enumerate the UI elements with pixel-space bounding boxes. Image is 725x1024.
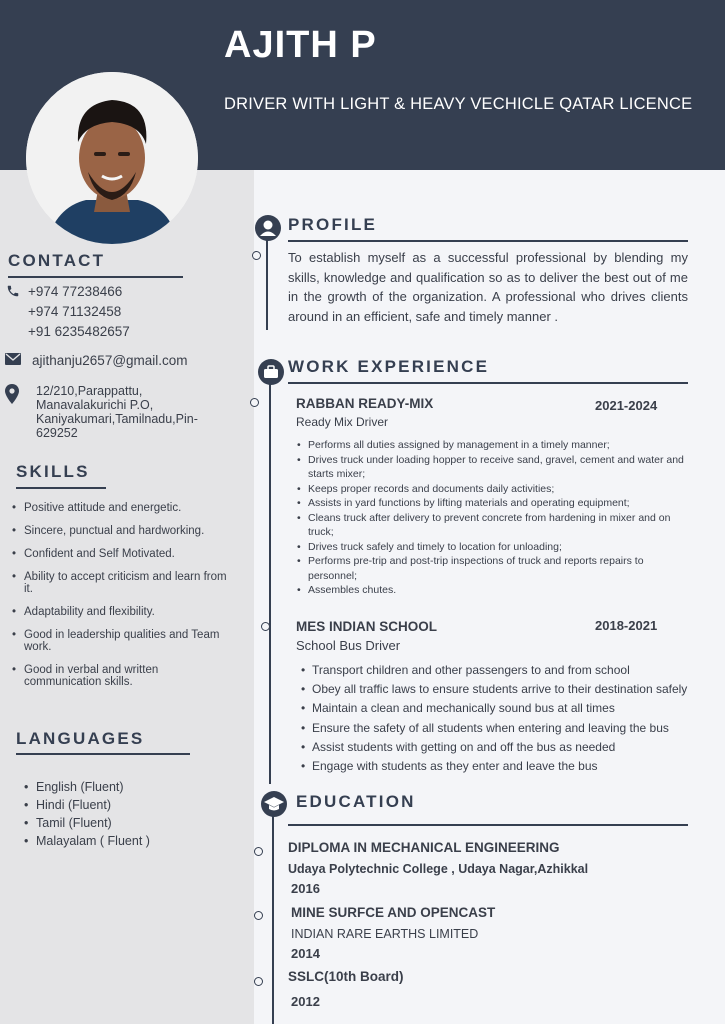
edu-year: 2016 xyxy=(291,881,320,896)
skill-item: • Positive attitude and energetic. xyxy=(8,502,248,514)
address xyxy=(36,384,198,440)
phone-3[interactable]: +91 6235482657 xyxy=(28,324,130,339)
languages-underline xyxy=(16,753,190,755)
skills-underline xyxy=(16,487,106,489)
profile-underline xyxy=(288,240,688,242)
skill-item: • Adaptability and flexibility. xyxy=(8,606,248,618)
email-icon xyxy=(5,353,21,365)
job-company: RABBAN READY-MIX xyxy=(296,396,434,411)
person-icon xyxy=(255,215,281,241)
language-item: • English (Fluent) xyxy=(20,778,240,796)
phone-1[interactable]: +974 77238466 xyxy=(28,284,123,299)
profile-heading: PROFILE xyxy=(288,215,378,234)
languages-list xyxy=(20,778,240,850)
duty-item: • Drives truck under loading hopper to receive sand, gravel, cement and water and starts mixer; xyxy=(296,453,698,482)
skills-list xyxy=(8,502,248,688)
address-line: Kaniyakumari,Tamilnadu,Pin- xyxy=(36,412,198,426)
skill-item: • Confident and Self Motivated. xyxy=(8,548,248,560)
duty-item: • Obey all traffic laws to ensure students arrive to their destination safely xyxy=(300,680,700,699)
edu-institution: INDIAN RARE EARTHS LIMITED xyxy=(291,927,479,941)
language-item: • Tamil (Fluent) xyxy=(20,814,240,832)
timeline-dot xyxy=(254,847,263,856)
duty-item: • Transport children and other passengers to and from school xyxy=(300,661,700,680)
candidate-name: AJITH P xyxy=(224,24,377,66)
language-item: • Malayalam ( Fluent ) xyxy=(20,832,240,850)
duty-item: • Keeps proper records and documents daily activities; xyxy=(296,482,698,497)
contact-heading: CONTACT xyxy=(8,251,106,270)
email-address[interactable]: ajithanju2657@gmail.com xyxy=(32,353,188,368)
contact-underline xyxy=(8,276,183,278)
edu-year: 2014 xyxy=(291,946,320,961)
job-company: MES INDIAN SCHOOL xyxy=(296,619,438,634)
timeline-line xyxy=(272,815,274,1024)
timeline-dot xyxy=(254,977,263,986)
graduation-cap-icon xyxy=(261,791,287,817)
work-underline xyxy=(288,382,688,384)
job-role: Ready Mix Driver xyxy=(296,415,389,429)
language-item: • Hindi (Fluent) xyxy=(20,796,240,814)
edu-institution: Udaya Polytechnic College , Udaya Nagar,Azhikkal xyxy=(288,862,589,876)
phone-icon xyxy=(6,284,20,298)
duty-item: • Assembles chutes. xyxy=(296,583,698,598)
languages-heading: LANGUAGES xyxy=(16,729,145,748)
timeline-dot xyxy=(261,622,270,631)
timeline-line xyxy=(269,384,271,784)
briefcase-icon xyxy=(258,359,284,385)
skill-item: • Sincere, punctual and hardworking. xyxy=(8,525,248,537)
job-years: 2018-2021 xyxy=(595,618,658,633)
skill-item: • Ability to accept criticism and learn from it. xyxy=(8,571,248,595)
education-underline xyxy=(288,824,688,826)
duty-item: • Cleans truck after delivery to prevent concrete from hardening in mixer and on truck; xyxy=(296,511,698,540)
duty-item: • Ensure the safety of all students when entering and leaving the bus xyxy=(300,719,700,738)
job-role: School Bus Driver xyxy=(296,638,401,653)
job-duties xyxy=(296,438,698,598)
duty-item: • Performs pre-trip and post-trip inspections of truck and reports repairs to personnel; xyxy=(296,554,698,583)
timeline-dot xyxy=(250,398,259,407)
timeline-line xyxy=(266,240,268,330)
education-heading: EDUCATION xyxy=(296,792,416,811)
duty-item: • Performs all duties assigned by management in a timely manner; xyxy=(296,438,698,453)
candidate-title: DRIVER WITH LIGHT & HEAVY VECHICLE QATAR LICENCE xyxy=(224,95,693,113)
skill-item: • Good in leadership qualities and Team work. xyxy=(8,629,248,653)
edu-year: 2012 xyxy=(291,994,320,1009)
phone-2[interactable]: +974 71132458 xyxy=(28,304,122,319)
duty-item: • Engage with students as they enter and leave the bus xyxy=(300,757,700,776)
location-icon xyxy=(5,384,19,404)
work-heading: WORK EXPERIENCE xyxy=(288,357,490,376)
timeline-dot xyxy=(254,911,263,920)
duty-item: • Maintain a clean and mechanically sound bus at all times xyxy=(300,699,700,718)
address-line: 629252 xyxy=(36,426,78,440)
job-duties xyxy=(300,661,700,776)
edu-title: DIPLOMA IN MECHANICAL ENGINEERING xyxy=(288,840,560,855)
duty-item: • Assists in yard functions by lifting materials and operating equipment; xyxy=(296,496,698,511)
skill-item: • Good in verbal and written communication skills. xyxy=(8,664,248,688)
skills-heading: SKILLS xyxy=(16,462,90,481)
duty-item: • Drives truck safely and timely to location for unloading; xyxy=(296,540,698,555)
address-line: 12/210,Parappattu, xyxy=(36,384,143,398)
timeline-dot xyxy=(252,251,261,260)
edu-title: MINE SURFCE AND OPENCAST xyxy=(291,905,496,920)
profile-photo xyxy=(26,72,198,244)
profile-summary: To establish myself as a successful professional by blending my skills, knowledge and qualification so as to deliver the best out of me in the growth of the organization. A professional who drives clients around in an efficient, safe and timely manner . xyxy=(288,250,688,324)
edu-title: SSLC(10th Board) xyxy=(288,969,404,984)
address-line: Manavalakurichi P.O, xyxy=(36,398,154,412)
duty-item: • Assist students with getting on and off the bus as needed xyxy=(300,738,700,757)
job-years: 2021-2024 xyxy=(595,398,658,413)
